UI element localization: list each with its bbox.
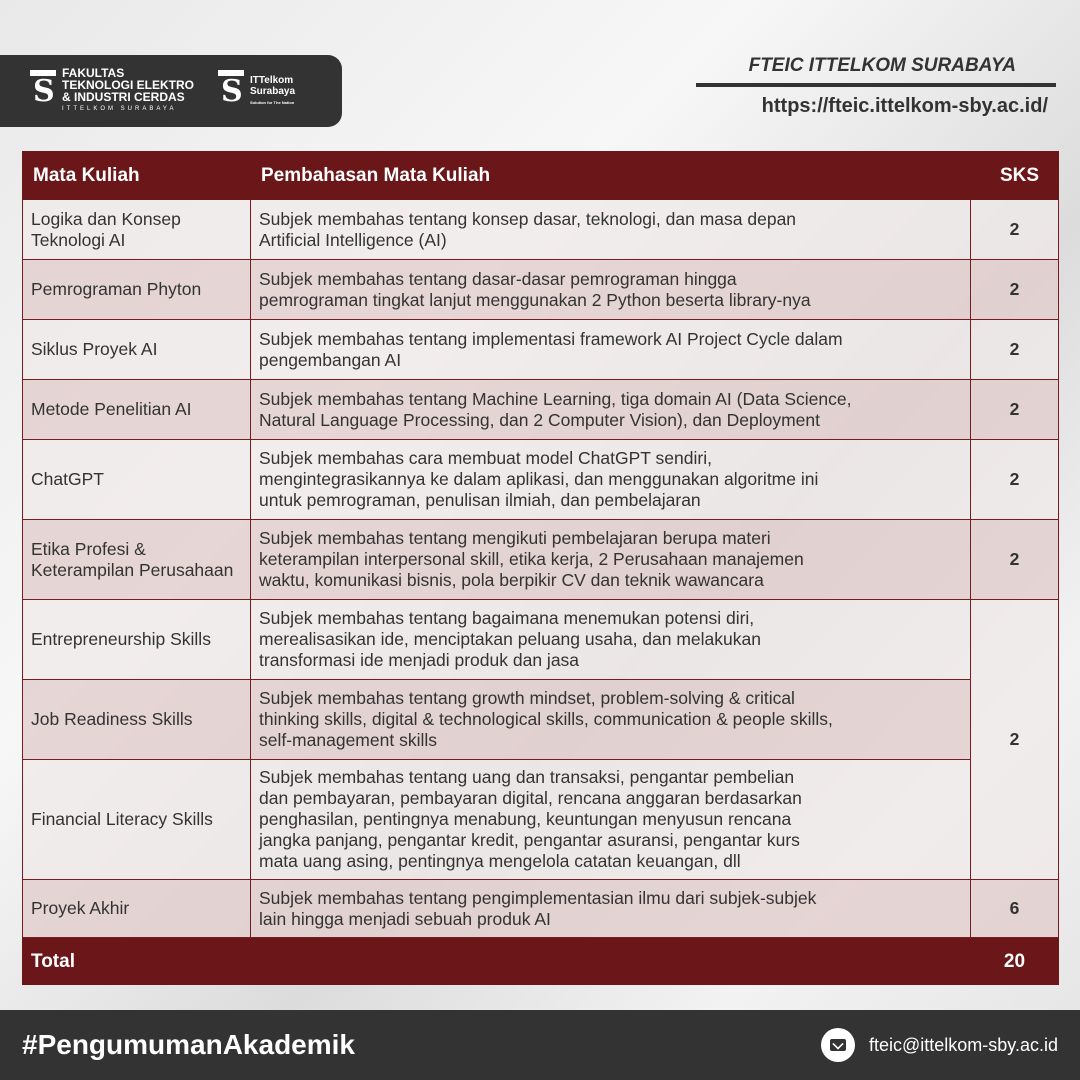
sks-value: 6 (971, 880, 1059, 938)
logo-line: & INDUSTRI CERDAS (62, 90, 185, 104)
description-line: untuk pemrograman, penulisan ilmiah, dan pembelajaran (259, 490, 701, 510)
course-name: ChatGPT (23, 440, 251, 520)
course-name: Financial Literacy Skills (23, 760, 251, 880)
table-row (23, 880, 1059, 938)
course-name: Entrepreneurship Skills (23, 600, 251, 680)
description-line: lain hingga menjadi sebuah produk AI (259, 908, 551, 929)
description-line: jangka panjang, pengantar kredit, pengantar asuransi, pengantar kurs (259, 830, 800, 850)
table-header (23, 152, 1059, 200)
description-line: Subjek membahas tentang mengikuti pembelajaran berupa materi (259, 528, 771, 548)
description-line: Subjek membahas tentang implementasi framework AI Project Cycle dalam (259, 328, 843, 349)
course-description (251, 200, 971, 260)
description-line: dan pembayaran, pembayaran digital, rencana anggaran berdasarkan (259, 788, 802, 808)
course-description (251, 380, 971, 440)
sks-value: 2 (971, 200, 1059, 260)
logo-line: Solution for The Nation (250, 99, 295, 105)
total-sks: 20 (971, 938, 1059, 985)
description-line: merealisasikan ide, menciptakan peluang usaha, dan melakukan (259, 629, 761, 649)
sks-value: 2 (971, 600, 1059, 880)
logo-line: TEKNOLOGI ELEKTRO (62, 78, 194, 92)
sks-value: 2 (971, 440, 1059, 520)
description-line: waktu, komunikasi bisnis, pola berpikir CV dan teknik wawancara (259, 570, 764, 590)
header-course: Mata Kuliah (23, 152, 251, 200)
course-table (22, 151, 1059, 985)
description-line: Subjek membahas tentang konsep dasar, teknologi, dan masa depan (259, 208, 797, 229)
course-description (251, 880, 971, 938)
course-description (251, 440, 971, 520)
description-line: Subjek membahas tentang Machine Learning, tiga domain AI (Data Science, (259, 388, 852, 409)
description-line: Subjek membahas tentang pengimplementasian ilmu dari subjek-subjek (259, 887, 817, 908)
table-row (23, 200, 1059, 260)
table-row (23, 380, 1059, 440)
course-name: Proyek Akhir (23, 880, 251, 938)
site-url[interactable]: https://fteic.ittelkom-sby.ac.id/ (761, 95, 1048, 117)
course-description (251, 680, 971, 760)
hashtag: #PengumumanAkademik (22, 1029, 355, 1060)
table-row (23, 760, 1059, 880)
course-name: Job Readiness Skills (23, 680, 251, 760)
course-name: Etika Profesi & Keterampilan Perusahaan (23, 520, 251, 600)
course-name: Siklus Proyek AI (23, 320, 251, 380)
description-line: mata uang asing, pentingnya mengelola catatan keuangan, dll (259, 851, 741, 871)
email-text[interactable]: fteic@ittelkom-sby.ac.id (869, 1034, 1058, 1055)
description-line: thinking skills, digital & technological skills, communication & people skills, (259, 709, 833, 729)
footer (0, 1010, 1080, 1080)
description-line: Subjek membahas tentang uang dan transaksi, pengantar pembelian (259, 767, 795, 787)
contact-email[interactable] (821, 1028, 1058, 1062)
description-line: penghasilan, pentingnya menabung, keuntungan menyusun rencana (259, 809, 792, 829)
description-line: mengintegrasikannya ke dalam aplikasi, dan menggunakan algoritme ini (259, 469, 819, 489)
its-emblem-icon (30, 70, 56, 112)
total-row (23, 938, 1059, 985)
header-description: Pembahasan Mata Kuliah (251, 152, 971, 200)
faculty-logo (30, 67, 194, 115)
logo-line: ITTELKOM SURABAYA (62, 106, 177, 112)
table-row (23, 520, 1059, 600)
total-label: Total (23, 938, 971, 985)
course-description (251, 760, 971, 880)
site-info (696, 55, 1056, 118)
logo-line: ITTelkom (250, 74, 294, 86)
header-sks: SKS (971, 152, 1059, 200)
course-name: Logika dan Konsep Teknologi AI (23, 200, 251, 260)
description-line: keterampilan interpersonal skill, etika kerja, 2 Perusahaan manajemen (259, 549, 804, 569)
logo-line: Surabaya (250, 85, 296, 97)
description-line: Artificial Intelligence (AI) (259, 229, 447, 250)
description-line: Subjek membahas tentang dasar-dasar pemrograman hingga (259, 268, 737, 289)
sks-value: 2 (971, 520, 1059, 600)
ittelkom-logo (218, 70, 295, 112)
table-row (23, 680, 1059, 760)
course-description (251, 520, 971, 600)
table-row (23, 440, 1059, 520)
course-description (251, 600, 971, 680)
table-row (23, 260, 1059, 320)
description-line: pemrograman tingkat lanjut menggunakan 2 Python beserta library-nya (259, 289, 811, 310)
course-name: Pemrograman Phyton (23, 260, 251, 320)
description-line: Natural Language Processing, dan 2 Computer Vision), dan Deployment (259, 409, 820, 430)
description-line: Subjek membahas cara membuat model ChatGPT sendiri, (259, 448, 712, 468)
its-emblem-icon (218, 70, 244, 112)
description-line: transformasi ide menjadi produk dan jasa (259, 650, 580, 670)
description-line: Subjek membahas tentang bagaimana menemukan potensi diri, (259, 608, 755, 628)
sks-value: 2 (971, 260, 1059, 320)
sks-value: 2 (971, 320, 1059, 380)
sks-value: 2 (971, 380, 1059, 440)
table-row (23, 600, 1059, 680)
site-title: FTEIC ITTELKOM SURABAYA (696, 55, 1056, 87)
course-description (251, 260, 971, 320)
mail-icon (821, 1028, 855, 1062)
course-name: Metode Penelitian AI (23, 380, 251, 440)
course-description (251, 320, 971, 380)
table-row (23, 320, 1059, 380)
description-line: pengembangan AI (259, 349, 402, 370)
logo-line: FAKULTAS (62, 66, 125, 80)
description-line: Subjek membahas tentang growth mindset, problem-solving & critical (259, 688, 795, 708)
description-line: self-management skills (259, 730, 437, 750)
logo-bar (0, 55, 342, 127)
